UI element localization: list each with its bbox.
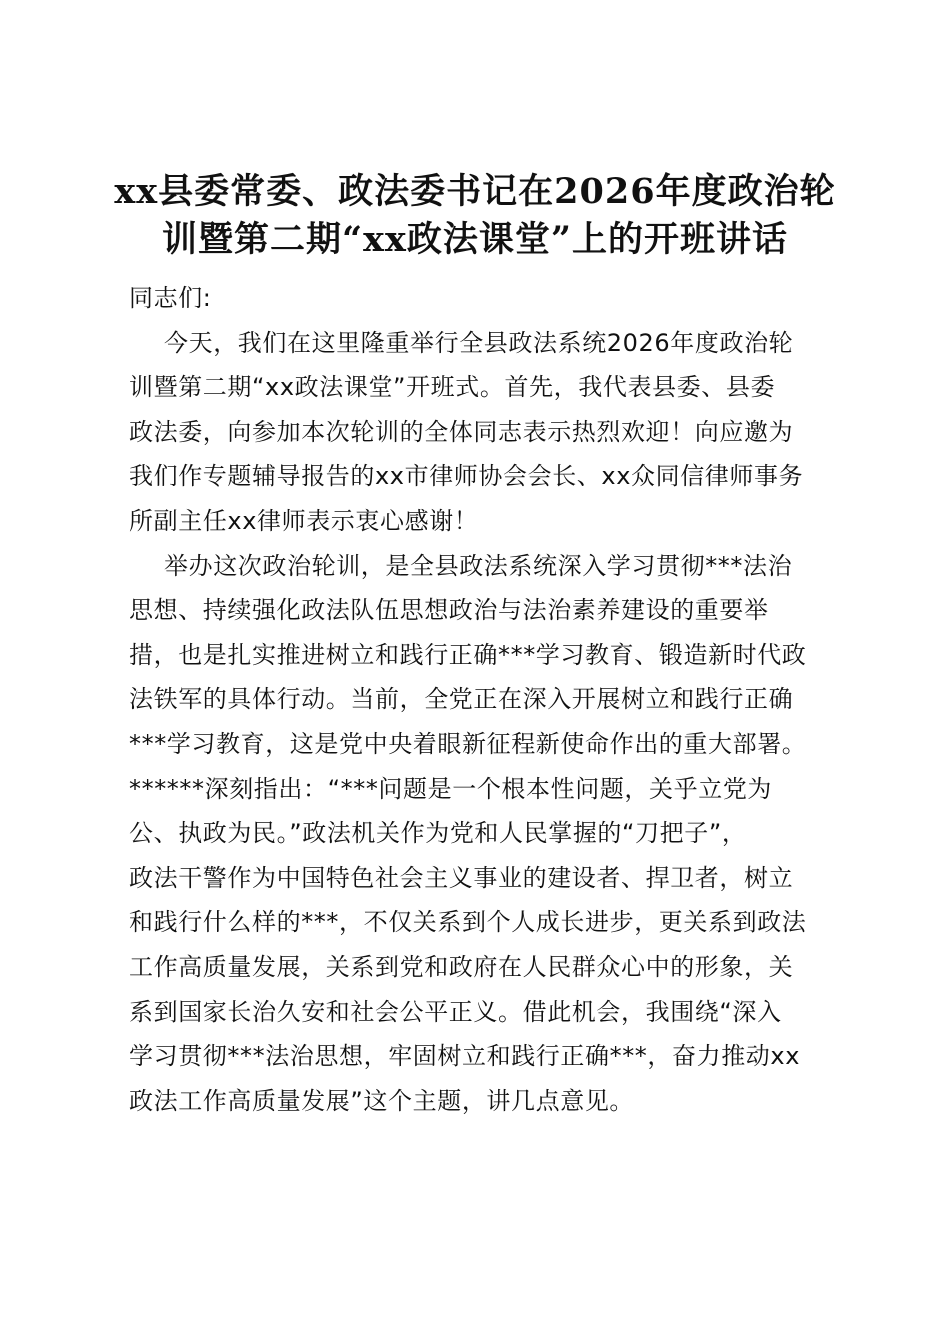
paragraph-line: 举办这次政治轮训，是全县政法系统深入学习贯彻***法治 — [164, 551, 793, 580]
paragraph-line: 政法委，向参加本次轮训的全体同志表示热烈欢迎！向应邀为 — [129, 417, 794, 446]
document-body — [129, 276, 829, 1123]
paragraph-line: ***学习教育，这是党中央着眼新征程新使命作出的重大部署。 — [129, 729, 807, 758]
document-title — [110, 168, 840, 264]
paragraph-line: ******深刻指出：“***问题是一个根本性问题，关乎立党为 — [129, 774, 773, 803]
paragraph-line: 措，也是扎实推进树立和践行正确***学习教育、锻造新时代政 — [129, 640, 807, 669]
paragraph-line: 公、执政为民。”政法机关作为党和人民掌握的“刀把子”， — [129, 819, 747, 848]
paragraph-line: 政法工作高质量发展”这个主题，讲几点意见。 — [129, 1086, 635, 1115]
title-line-1: xx县委常委、政法委书记在2026年度政治轮 — [114, 171, 836, 212]
paragraph-line: 法铁军的具体行动。当前，全党正在深入开展树立和践行正确 — [129, 685, 794, 714]
paragraph-line: 系到国家长治久安和社会公平正义。借此机会，我围绕“深入 — [129, 997, 782, 1026]
paragraph-line: 所副主任xx律师表示衷心感谢！ — [129, 506, 479, 535]
paragraph-1 — [129, 321, 829, 544]
salutation: 同志们: — [129, 284, 212, 312]
paragraph-line: 今天，我们在这里隆重举行全县政法系统2026年度政治轮 — [164, 328, 794, 357]
paragraph-line: 学习贯彻***法治思想，牢固树立和践行正确***，奋力推动xx — [129, 1042, 801, 1071]
paragraph-line: 和践行什么样的***，不仅关系到个人成长进步，更关系到政法 — [129, 908, 807, 937]
paragraph-line: 我们作专题辅导报告的xx市律师协会会长、xx众同信律师事务 — [129, 462, 804, 491]
title-line-2: 训暨第二期“xx政法课堂”上的开班讲话 — [162, 219, 788, 260]
paragraph-line: 训暨第二期“xx政法课堂”开班式。首先，我代表县委、县委 — [129, 373, 776, 402]
paragraph-line: 工作高质量发展，关系到党和政府在人民群众心中的形象，关 — [129, 952, 794, 981]
paragraph-2 — [129, 544, 829, 1124]
paragraph-line: 思想、持续强化政法队伍思想政治与法治素养建设的重要举 — [129, 596, 769, 625]
paragraph-line: 政法干警作为中国特色社会主义事业的建设者、捍卫者，树立 — [129, 863, 794, 892]
